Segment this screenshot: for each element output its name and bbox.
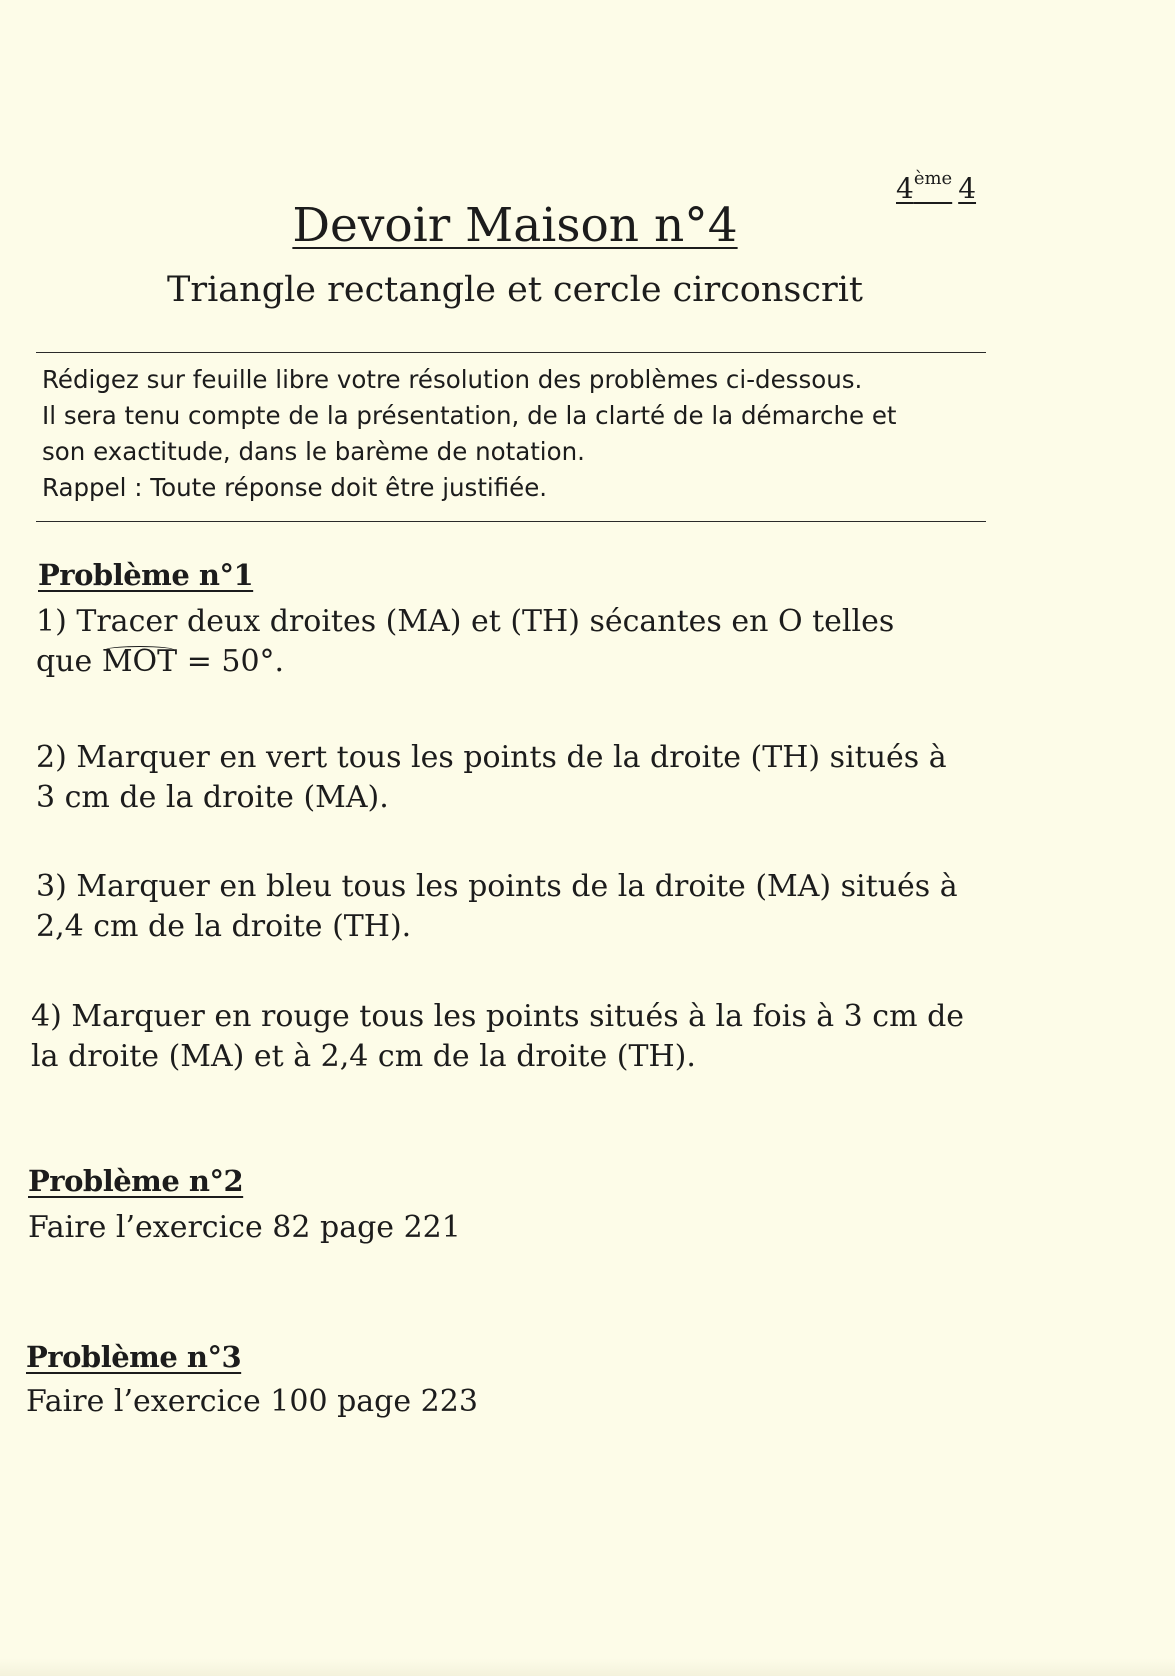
- question-line: 4) Marquer en rouge tous les points situés à la fois à 3 cm de: [31, 999, 965, 1034]
- problem-3-text: Faire l’exercice 100 page 223: [26, 1384, 478, 1419]
- page-title: Devoir Maison n°4: [292, 198, 738, 253]
- problem-1-question-4: [31, 997, 991, 1077]
- instructions-box: [42, 362, 982, 506]
- question-line: 3) Marquer en bleu tous les points de la droite (MA) situés à: [36, 869, 958, 904]
- class-level-suffix: ème: [913, 168, 953, 189]
- problem-1-question-2: [36, 738, 996, 818]
- instruction-line: Rappel : Toute réponse doit être justifiée.: [42, 473, 548, 502]
- class-number: 4: [958, 172, 977, 205]
- page-subtitle: Triangle rectangle et cercle circonscrit: [167, 270, 863, 310]
- question-line: 1) Tracer deux droites (MA) et (TH) sécantes en O telles: [36, 604, 895, 639]
- question-text: = 50°.: [177, 644, 285, 679]
- problem-1-question-3: [36, 867, 996, 947]
- problem-3-heading: Problème n°3: [26, 1340, 242, 1374]
- question-line: 2) Marquer en vert tous les points de la droite (TH) situés à: [36, 740, 947, 775]
- problem-1-heading: Problème n°1: [38, 558, 254, 592]
- problem-1-question-1: [36, 602, 996, 682]
- question-text: que: [36, 644, 102, 679]
- instruction-line: Il sera tenu compte de la présentation, de la clarté de la démarche et: [42, 401, 897, 430]
- question-line: la droite (MA) et à 2,4 cm de la droite (TH).: [31, 1039, 696, 1074]
- problem-2-heading: Problème n°2: [28, 1164, 244, 1198]
- bottom-divider: [36, 521, 986, 522]
- instruction-line: son exactitude, dans le barème de notation.: [42, 437, 585, 466]
- angle-notation: MOT: [102, 642, 177, 682]
- problem-2-text: Faire l’exercice 82 page 221: [28, 1210, 461, 1245]
- paper-edge: [0, 1658, 1175, 1676]
- instruction-line: Rédigez sur feuille libre votre résolution des problèmes ci-dessous.: [42, 365, 863, 394]
- question-line: [36, 642, 996, 682]
- top-divider: [36, 352, 986, 353]
- class-level: 4: [896, 172, 914, 205]
- question-line: 3 cm de la droite (MA).: [36, 780, 389, 815]
- question-line: 2,4 cm de la droite (TH).: [36, 909, 412, 944]
